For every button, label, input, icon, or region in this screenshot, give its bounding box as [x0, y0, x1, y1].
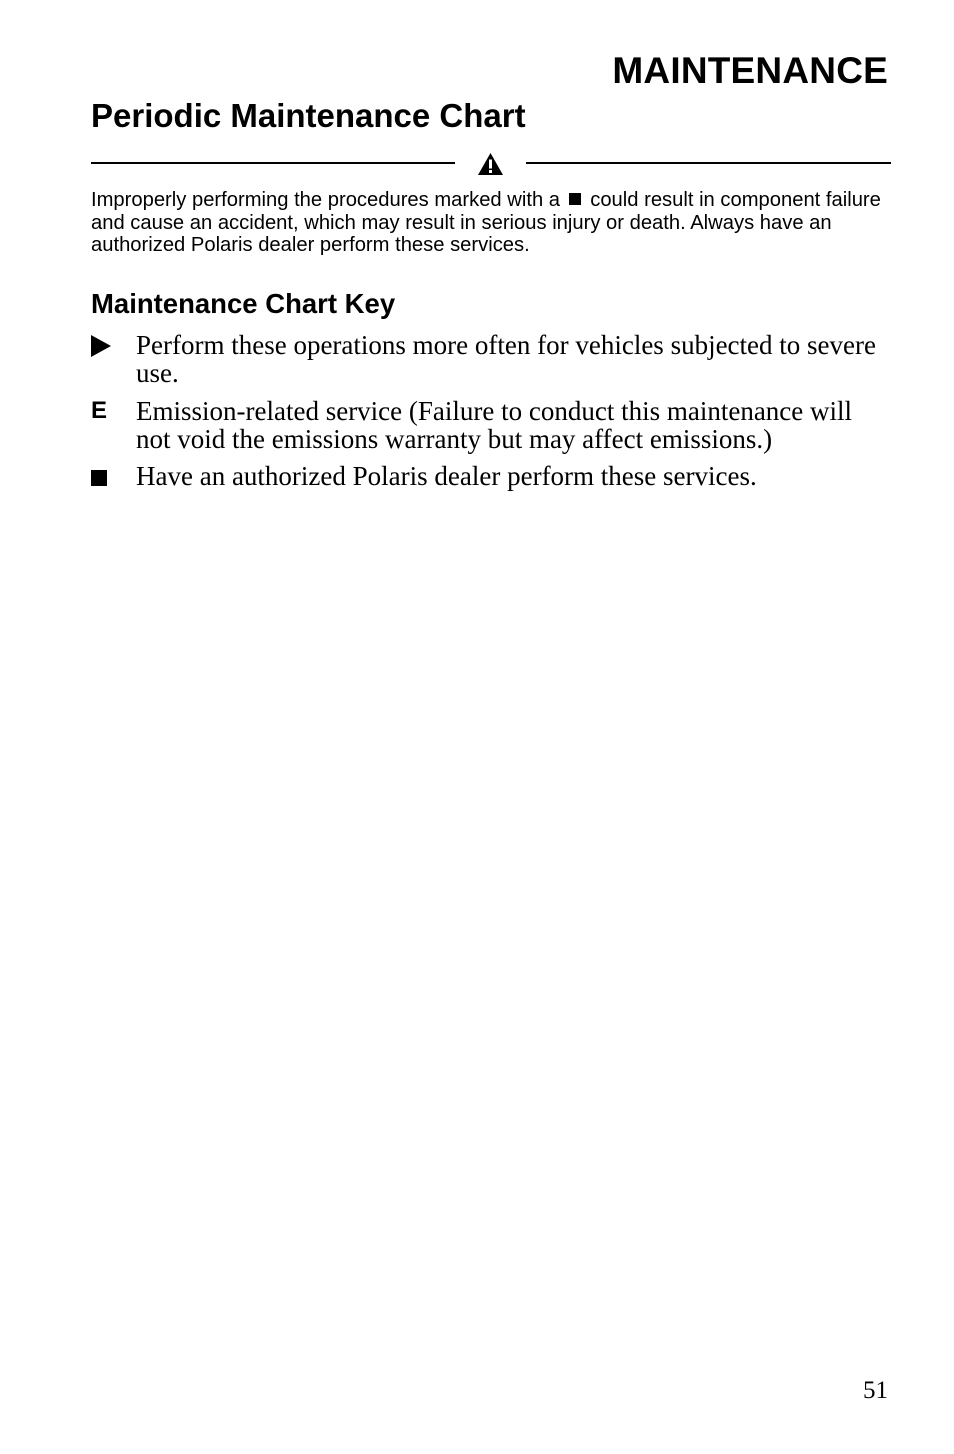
- emission-marker: E: [91, 397, 108, 424]
- warning-triangle-icon: [477, 152, 504, 176]
- square-marker-icon: [91, 470, 107, 486]
- page-number: 51: [863, 1377, 888, 1404]
- chart-key-heading: Maintenance Chart Key: [91, 288, 396, 319]
- key-item-text: Emission-related service (Failure to conduct this maintenance will not void the emissions warranty but may affect emissions.): [136, 396, 853, 454]
- chapter-header: MAINTENANCE: [612, 50, 888, 91]
- key-item-text: Perform these operations more often for vehicles subjected to severe use.: [136, 330, 876, 388]
- square-symbol-icon: [569, 193, 581, 205]
- divider-line-right: [526, 162, 891, 164]
- key-item-text: Have an authorized Polaris dealer perform these services.: [136, 461, 757, 491]
- right-triangle-icon: [91, 335, 111, 357]
- warning-text-part-1: Improperly performing the procedures marked with a: [91, 189, 561, 211]
- warning-divider: [91, 150, 891, 178]
- divider-line-left: [91, 162, 455, 164]
- warning-paragraph: [91, 189, 891, 257]
- warning-text-part-2: could result in component failure and cause an accident, which may result in serious injury or death. Always have an authorized Polaris dealer perform these services.: [91, 189, 881, 256]
- page-title: Periodic Maintenance Chart: [91, 97, 526, 134]
